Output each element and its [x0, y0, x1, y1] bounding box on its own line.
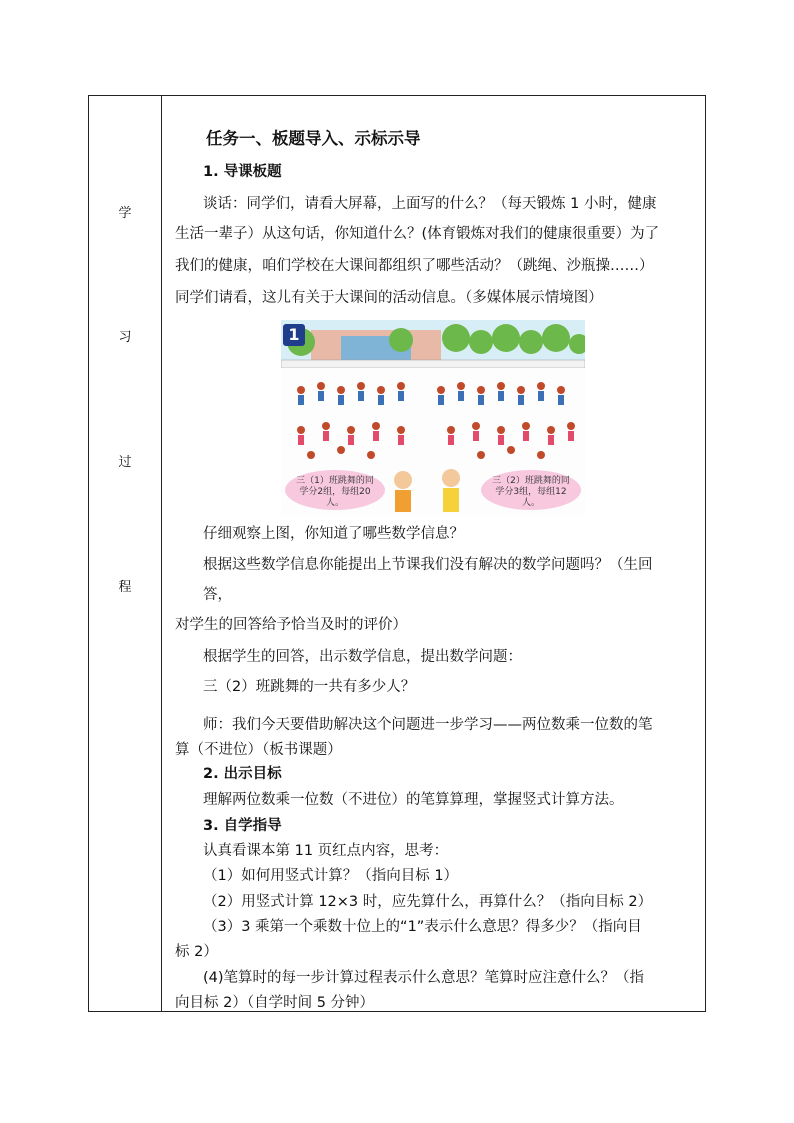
- speech-bubble-right: 三（2）班跳舞的同学分3组，每组12人。: [481, 470, 581, 510]
- question-line: （3）3 乘第一个乘数十位上的“1”表示什么意思？得多少？（指向目: [203, 919, 642, 935]
- scene-illustration: [281, 320, 585, 516]
- paragraph-line: 仔细观察上图，你知道了哪些数学信息？: [203, 526, 464, 542]
- content-cell: [163, 96, 705, 1011]
- paragraph-line: 对学生的回答给予恰当及时的评价）: [175, 617, 407, 633]
- paragraph-line: 三（2）班跳舞的一共有多少人？: [203, 679, 416, 695]
- paragraph-line: 理解两位数乘一位数（不进位）的笔算算理，掌握竖式计算方法。: [203, 792, 624, 808]
- paragraph-line: 我们的健康，咱们学校在大课间都组织了哪些活动？（跳绳、沙瓶操……）: [175, 258, 654, 274]
- figure-number-badge: 1: [283, 324, 305, 346]
- side-label-char: 过: [118, 455, 132, 470]
- task-title: 任务一、板题导入、示标示导: [206, 129, 421, 148]
- speech-bubble-left: 三（1）班跳舞的同学分2组，每组20人。: [285, 470, 385, 510]
- section-title: 2. 出示目标: [203, 766, 282, 782]
- paragraph-line: 根据这些数学信息你能提出上节课我们没有解决的数学问题吗？（生回: [203, 557, 653, 573]
- lesson-table: [88, 95, 706, 1012]
- paragraph-line: 根据学生的回答，出示数学信息，提出数学问题：: [203, 649, 522, 665]
- side-label-char: 习: [118, 330, 132, 345]
- paragraph-line: 同学们请看，这儿有关于大课间的活动信息。（多媒体展示情境图）: [175, 290, 603, 306]
- side-label-char: 学: [118, 206, 132, 221]
- side-label-char: 程: [118, 580, 132, 595]
- paragraph-line: 谈话：同学们，请看大屏幕，上面写的什么？（每天锻炼 1 小时，健康: [203, 196, 657, 212]
- paragraph-line: 生活一辈子）从这句话，你知道什么？(体育锻炼对我们的健康很重要）为了: [175, 226, 660, 242]
- paragraph-line: 答，: [203, 587, 232, 603]
- paragraph-line: 认真看课本第 11 页红点内容，思考：: [203, 843, 449, 859]
- question-line: （1）如何用竖式计算？（指向目标 1）: [203, 868, 459, 884]
- question-line: 向目标 2）（自学时间 5 分钟）: [175, 995, 375, 1011]
- section-title: 1. 导课板题: [203, 164, 282, 180]
- question-line: （2）用竖式计算 12×3 时，应先算什么，再算什么？（指向目标 2）: [203, 894, 653, 910]
- question-line: (4)笔算时的每一步计算过程表示什么意思？笔算时应注意什么？（指: [203, 970, 645, 986]
- section-title: 3. 自学指导: [203, 818, 282, 834]
- paragraph-line: 算（不进位）（板书课题）: [175, 742, 342, 758]
- question-line: 标 2）: [175, 944, 218, 960]
- side-label-column: [89, 96, 162, 1011]
- paragraph-line: 师：我们今天要借助解决这个问题进一步学习——两位数乘一位数的笔: [203, 717, 653, 733]
